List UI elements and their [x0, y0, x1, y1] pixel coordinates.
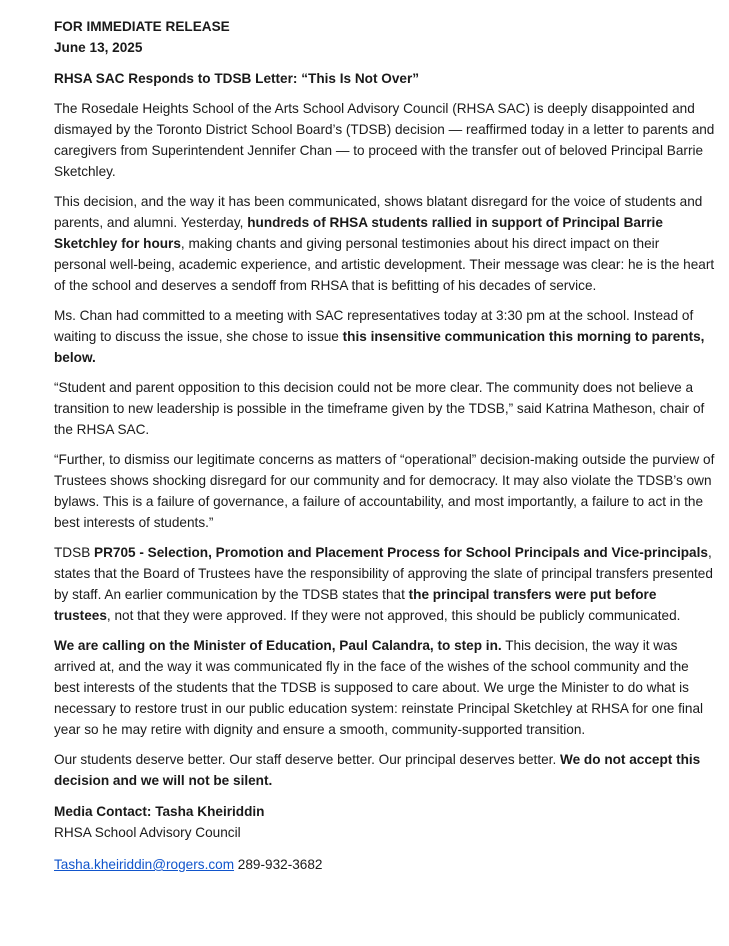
- headline: RHSA SAC Responds to TDSB Letter: “This Is Not Over”: [54, 71, 420, 86]
- release-label: FOR IMMEDIATE RELEASE: [54, 19, 230, 34]
- email-link[interactable]: Tasha.kheiriddin@rogers.com: [54, 857, 235, 872]
- paragraph-closing: [54, 749, 715, 791]
- paragraph-policy-text-mid: , states that the Board of Trustees have the responsibility of approving the slate of principal transfers presented by staff. An earlier communication by the TDSB states that: [54, 545, 713, 602]
- paragraph-rally: [54, 191, 715, 296]
- paragraph-quote-2: “Further, to dismiss our legitimate concerns as matters of “operational” decision-making outside the purview of Trustees shows shocking disregard for our community and for democracy. It may also violate the TDSB’s own bylaws. This is a failure of governance, a failure of accountability, and most importantly, a failure to act in the best interests of students.”: [54, 452, 715, 530]
- paragraph-minister: [54, 635, 715, 740]
- paragraph-closing-text: Our students deserve better. Our staff deserve better. Our principal deserves better.: [54, 752, 561, 767]
- paragraph-quote-1: “Student and parent opposition to this decision could not be more clear. The community does not believe a transition to new leadership is possible in the timeframe given by the TDSB,” said Katrina Matheson, chair of the RHSA SAC.: [54, 380, 705, 437]
- paragraph-rally-bold: hundreds of RHSA students rallied in support of Principal Barrie Sketchley for hours: [54, 215, 663, 251]
- paragraph-meeting: [54, 305, 715, 368]
- release-date: June 13, 2025: [54, 40, 143, 55]
- paragraph-meeting-bold: this insensitive communication this morning to parents, below.: [54, 329, 705, 365]
- paragraph-minister-text: This decision, the way it was arrived at, and the way it was communicated fly in the face of the wishes of the school community and the best interests of the students that the TDSB is supposed to care about. We urge the Minister to do what is necessary to restore trust in our public education system: reinstate Principal Sketchley at RHSA for one final year so he may retire with dignity and ensure a smooth, community-supported transition.: [54, 638, 704, 737]
- policy-name: PR705 - Selection, Promotion and Placement Process for School Principals and Vice-principals: [94, 545, 708, 560]
- media-contact: [54, 801, 715, 843]
- paragraph-intro: The Rosedale Heights School of the Arts School Advisory Council (RHSA SAC) is deeply disappointed and dismayed by the Toronto District School Board’s (TDSB) decision — reaffirmed today in a letter to parents and caregivers from Superintendent Jennifer Chan — to proceed with the transfer out of beloved Principal Barrie Sketchley.: [54, 101, 715, 179]
- paragraph-rally-text: This decision, and the way it has been communicated, shows blatant disregard for the voice of students and parents, and alumni. Yesterday,: [54, 194, 703, 230]
- paragraph-policy-text-end: , not that they were approved. If they were not approved, this should be publicly communicated.: [106, 608, 681, 623]
- paragraph-rally-text-end: , making chants and giving personal testimonies about his direct impact on their personal well-being, academic experience, and artistic development. Their message was clear: he is the heart of the school and deserves a sendoff from RHSA that is befitting of his decades of service.: [54, 236, 715, 293]
- paragraph-policy-text: TDSB: [54, 545, 95, 560]
- paragraph-policy-bold: the principal transfers were put before trustees: [54, 587, 657, 623]
- paragraph-meeting-text: Ms. Chan had committed to a meeting with SAC representatives today at 3:30 pm at the school. Instead of waiting to discuss the issue, she chose to issue: [54, 308, 694, 344]
- paragraph-closing-bold: We do not accept this decision and we will not be silent.: [54, 752, 701, 788]
- phone-number: 289-932-3682: [234, 857, 323, 872]
- media-contact-org: RHSA School Advisory Council: [54, 825, 241, 840]
- contact-line: [54, 854, 715, 875]
- paragraph-minister-bold: We are calling on the Minister of Education, Paul Calandra, to step in.: [54, 638, 502, 653]
- media-contact-label: Media Contact: Tasha Kheiriddin: [54, 804, 265, 819]
- paragraph-policy: [54, 542, 715, 626]
